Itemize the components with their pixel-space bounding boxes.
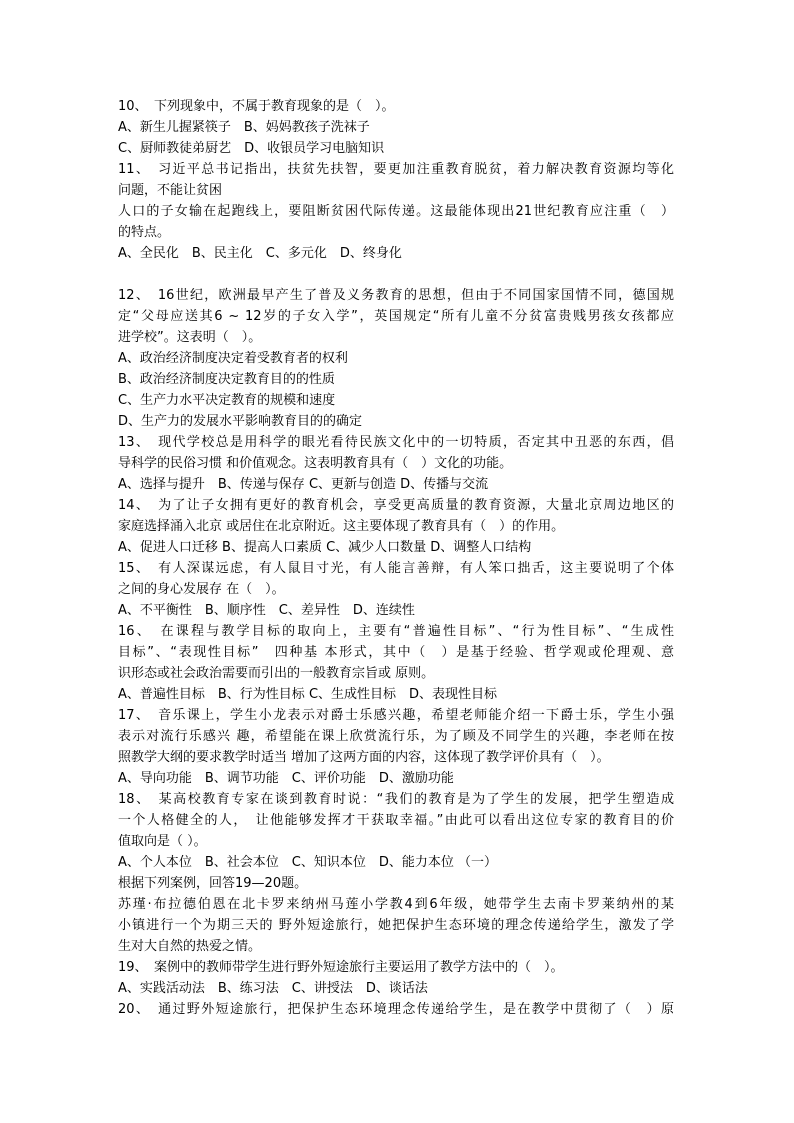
q20-stem-line1: 20、 通过野外短途旅行，把保护生态环境理念传递给学生，是在教学中贯彻了（ ）原 bbox=[118, 1002, 674, 1017]
q19-stem: 19、 案例中的教师带学生进行野外短途旅行主要运用了教学方法中的（ ）。 bbox=[118, 960, 564, 975]
q12-option-d: D、生产力的发展水平影响教育目的的确定 bbox=[118, 414, 363, 429]
q10-options-ab: A、新生儿握紧筷子 B、妈妈教孩子洗袜子 bbox=[118, 120, 370, 135]
q12-stem-line2: 定“父母应送其6 ~ 12岁的子女入学”，英国规定“所有儿童不分贫富贵贱男孩女孩都应 bbox=[118, 309, 674, 324]
case-text-line3: 生对大自然的热爱之情。 bbox=[118, 939, 262, 954]
q15-stem-line2: 之间的身心发展存 在（ ）。 bbox=[118, 582, 285, 597]
q12-option-a: A、政治经济制度决定着受教育者的权利 bbox=[118, 351, 348, 366]
blank-line bbox=[118, 264, 674, 285]
q13-options: A、选择与提升 B、传递与保存 C、更新与创造 D、传播与交流 bbox=[118, 477, 489, 492]
q10-stem: 10、 下列现象中，不属于教育现象的是（ ）。 bbox=[118, 99, 395, 114]
q11-stem-line3: 人口的子女输在起跑线上，要阻断贫困代际传递。这最能体现出21世纪教育应注重（ ） bbox=[118, 204, 674, 219]
q18-options: A、个人本位 B、社会本位 C、知识本位 D、能力本位 （一） bbox=[118, 855, 498, 870]
q12-option-c: C、生产力水平决定教育的规模和速度 bbox=[118, 393, 336, 408]
q15-options: A、不平衡性 B、顺序性 C、差异性 D、连续性 bbox=[118, 603, 415, 618]
q16-options: A、普遍性目标 B、行为性目标 C、生成性目标 D、表现性目标 bbox=[118, 687, 498, 702]
case-instruction: 根据下列案例，回答19—20题。 bbox=[118, 876, 308, 891]
q17-stem-line2: 表示对流行乐感兴 趣，希望能在课上欣赏流行乐，为了顾及不同学生的兴趣，李老师在按 bbox=[118, 729, 674, 744]
q18-stem-line1: 18、 某高校教育专家在谈到教育时说：“我们的教育是为了学生的发展，把学生塑造成 bbox=[118, 792, 674, 807]
q10-options-cd: C、厨师教徒弟厨艺 D、收银员学习电脑知识 bbox=[118, 141, 385, 156]
q14-stem-line1: 14、 为了让子女拥有更好的教育机会，享受更高质量的教育资源，大量北京周边地区的 bbox=[118, 498, 674, 513]
q11-stem-line2: 问题，不能让贫困 bbox=[118, 183, 223, 198]
q17-options: A、导向功能 B、调节功能 C、评价功能 D、激励功能 bbox=[118, 771, 454, 786]
q14-options: A、促进人口迁移 B、提高人口素质 C、减少人口数量 D、调整人口结构 bbox=[118, 540, 532, 555]
case-text-line2: 小镇进行一个为期三天的 野外短途旅行，她把保护生态环境的理念传递给学生，激发了学 bbox=[118, 918, 674, 933]
q13-stem-line1: 13、 现代学校总是用科学的眼光看待民族文化中的一切特质，否定其中丑恶的东西，倡 bbox=[118, 435, 674, 450]
document-page bbox=[118, 96, 674, 1020]
q18-stem-line2: 一个人格健全的人， 让他能够发挥才干获取幸福。”由此可以看出这位专家的教育目的价 bbox=[118, 813, 674, 828]
q11-stem-line1: 11、 习近平总书记指出，扶贫先扶智，要更加注重教育脱贫，着力解决教育资源均等化 bbox=[118, 162, 674, 177]
q11-stem-line4: 的特点。 bbox=[118, 225, 171, 240]
q17-stem-line1: 17、 音乐课上，学生小龙表示对爵士乐感兴趣，希望老师能介绍一下爵士乐，学生小强 bbox=[118, 708, 674, 723]
q17-stem-line3: 照教学大纲的要求教学时适当 增加了这两方面的内容，这体现了教学评价具有（ ）。 bbox=[118, 750, 610, 765]
q16-stem-line1: 16、 在课程与教学目标的取向上，主要有“普遍性目标”、“行为性目标”、“生成性 bbox=[118, 624, 674, 639]
q12-stem-line1: 12、 16世纪，欧洲最早产生了普及义务教育的思想，但由于不同国家国情不同，德国规 bbox=[118, 288, 674, 303]
q12-option-b: B、政治经济制度决定教育目的的性质 bbox=[118, 372, 335, 387]
q14-stem-line2: 家庭选择涌入北京 或居住在北京附近。这主要体现了教育具有（ ）的作用。 bbox=[118, 519, 565, 534]
q16-stem-line3: 识形态或社会政治需要而引出的一般教育宗旨或 原则。 bbox=[118, 666, 435, 681]
q19-options: A、实践活动法 B、练习法 C、讲授法 D、谈话法 bbox=[118, 981, 428, 996]
q16-stem-line2: 目标”、“表现性目标” 四种基 本形式，其中（ ）是基于经验、哲学观或伦理观、意 bbox=[118, 645, 674, 660]
q11-options: A、全民化 B、民主化 C、多元化 D、终身化 bbox=[118, 246, 402, 261]
q15-stem-line1: 15、 有人深谋远虑，有人鼠目寸光，有人能言善辩，有人笨口拙舌，这主要说明了个体 bbox=[118, 561, 674, 576]
case-text-line1: 苏瑾·布拉德伯恩在北卡罗来纳州马莲小学教4到6年级，她带学生去南卡罗莱纳州的某 bbox=[118, 897, 674, 912]
q13-stem-line2: 导科学的民俗习惯 和价值观念。这表明教育具有（ ）文化的功能。 bbox=[118, 456, 513, 471]
q18-stem-line3: 值取向是（ ）。 bbox=[118, 834, 207, 849]
q12-stem-line3: 进学校”。这表明（ ）。 bbox=[118, 330, 262, 345]
